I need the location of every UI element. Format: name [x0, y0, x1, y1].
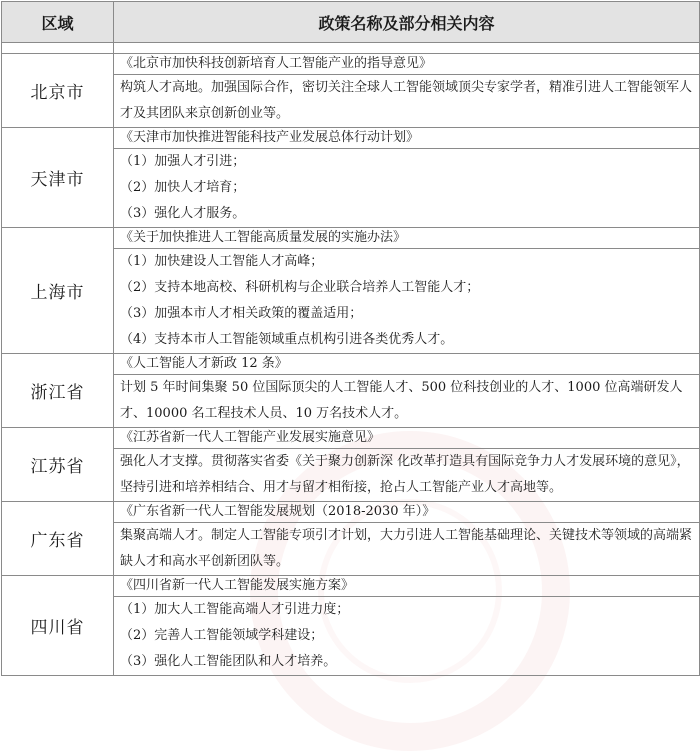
list-item: （3）加强本市人才相关政策的覆盖适用； — [120, 306, 363, 321]
region-cell: 天津市 — [2, 128, 114, 228]
list-item: （3）强化人才服务。 — [120, 206, 246, 221]
table-row — [2, 502, 700, 523]
region-cell: 广东省 — [2, 502, 114, 576]
table-row — [2, 128, 700, 149]
policy-body: 构筑人才高地。加强国际合作，密切关注全球人工智能领域顶尖专家学者，精准引进人工智能领军人才及其团队来京创新创业等。 — [114, 75, 700, 128]
region-cell: 上海市 — [2, 228, 114, 354]
policy-body: 强化人才支撑。贯彻落实省委《关于聚力创新深 化改革打造具有国际竞争力人才发展环境的意见》，坚持引进和培养相结合、用才与留才相衔接，抢占人工智能产业人才高地等。 — [114, 449, 700, 502]
region-cell: 浙江省 — [2, 354, 114, 428]
policy-title: 《北京市加快科技创新培育人工智能产业的指导意见》 — [114, 54, 700, 75]
region-cell: 四川省 — [2, 576, 114, 676]
spacer-cell — [114, 43, 700, 54]
list-item: （3）强化人工智能团队和人才培养。 — [120, 654, 337, 669]
spacer-cell — [2, 43, 114, 54]
table-row — [2, 428, 700, 449]
policy-title: 《江苏省新一代人工智能产业发展实施意见》 — [114, 428, 700, 449]
policy-title: 《天津市加快推进智能科技产业发展总体行动计划》 — [114, 128, 700, 149]
list-item: （4）支持本市人工智能领域重点机构引进各类优秀人才。 — [120, 332, 454, 347]
list-item: （2）加快人才培育； — [120, 180, 246, 195]
policy-items — [114, 149, 700, 228]
policy-title: 《广东省新一代人工智能发展规划（2018-2030 年）》 — [114, 502, 700, 523]
policy-body: 集聚高端人才。制定人工智能专项引才计划，大力引进人工智能基础理论、关键技术等领域的高端紧缺人才和高水平创新团队等。 — [114, 523, 700, 576]
policy-title: 《人工智能人才新政 12 条》 — [114, 354, 700, 375]
table-row — [2, 54, 700, 75]
list-item: （1）加大人工智能高端人才引进力度； — [120, 602, 350, 617]
table-row — [2, 576, 700, 597]
policy-table — [1, 1, 700, 676]
list-item: （2）支持本地高校、科研机构与企业联合培养人工智能人才； — [120, 280, 480, 295]
header-content: 政策名称及部分相关内容 — [114, 2, 700, 43]
table-row — [2, 228, 700, 249]
policy-items — [114, 597, 700, 676]
region-cell: 北京市 — [2, 54, 114, 128]
list-item: （1）加强人才引进； — [120, 154, 246, 169]
policy-items — [114, 249, 700, 354]
table-row — [2, 354, 700, 375]
header-region: 区域 — [2, 2, 114, 43]
table-header-row — [2, 2, 700, 43]
region-cell: 江苏省 — [2, 428, 114, 502]
header-spacer-row — [2, 43, 700, 54]
policy-title: 《关于加快推进人工智能高质量发展的实施办法》 — [114, 228, 700, 249]
policy-body: 计划 5 年时间集聚 50 位国际顶尖的人工智能人才、500 位科技创业的人才、1000 位高端研发人才、10000 名工程技术人员、10 万名技术人才。 — [114, 375, 700, 428]
list-item: （1）加快建设人工智能人才高峰； — [120, 254, 324, 269]
list-item: （2）完善人工智能领域学科建设； — [120, 628, 324, 643]
policy-title: 《四川省新一代人工智能发展实施方案》 — [114, 576, 700, 597]
